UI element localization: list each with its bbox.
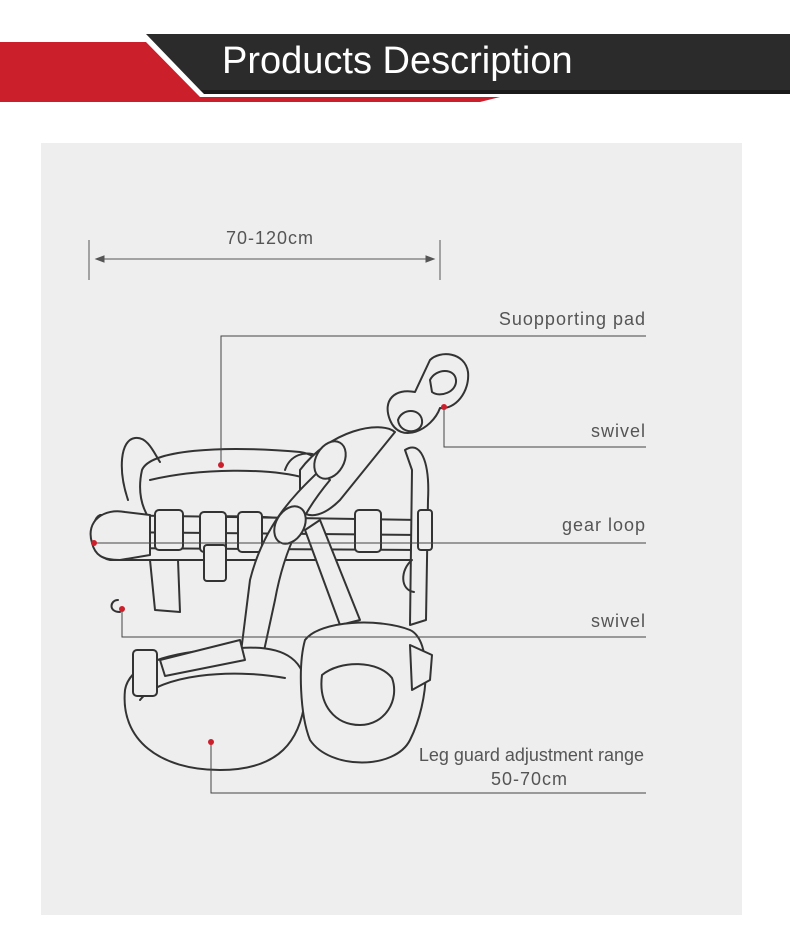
callout-gear-loop: gear loop xyxy=(561,515,646,535)
callout-swivel-bottom: swivel xyxy=(590,611,646,631)
callout-leg-guard-size: 50-70cm xyxy=(491,769,569,789)
marker-swivel-top xyxy=(441,404,447,410)
callout-swivel-top: swivel xyxy=(590,421,646,441)
gear-loop-left xyxy=(91,511,150,560)
marker-supporting-pad xyxy=(218,462,224,468)
dimension-label: 70-120cm xyxy=(226,228,315,248)
callout-supporting-pad: Suopporting pad xyxy=(498,309,646,329)
callout-leg-guard-range: Leg guard adjustment range xyxy=(418,745,644,765)
marker-leg-guard xyxy=(208,739,214,745)
marker-gear-loop xyxy=(91,540,97,546)
page-title: Products Description xyxy=(222,40,573,82)
marker-swivel-bottom xyxy=(119,606,125,612)
harness-illustration xyxy=(91,354,469,770)
